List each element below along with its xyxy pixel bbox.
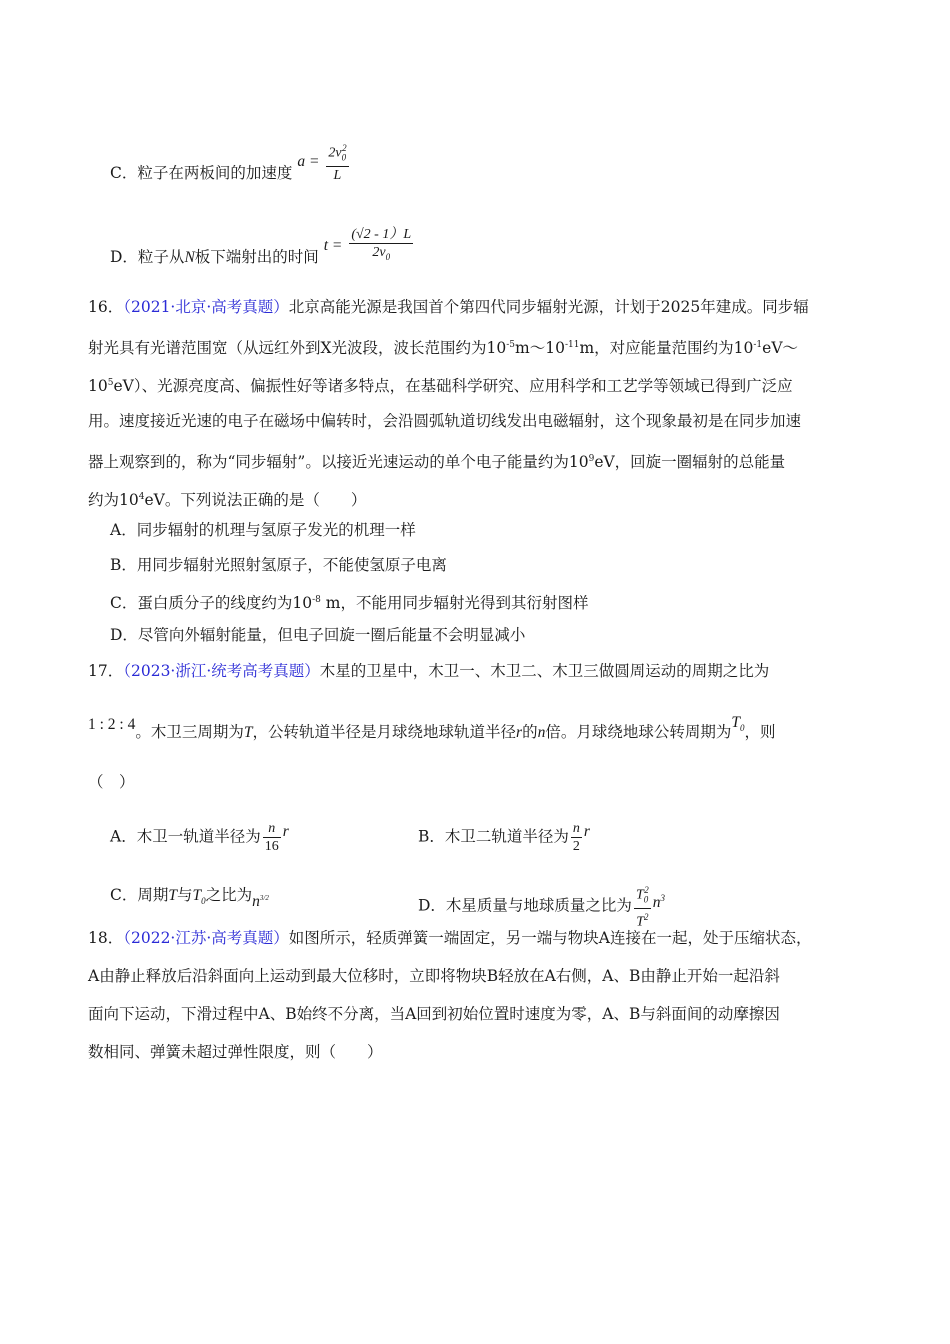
q18-line-4: 数相同、弹簧未超过弹性限度，则（ ） [88, 1043, 383, 1061]
q16-l2-sup2: -11 [564, 340, 580, 350]
q16-l6-b: eV。下列说法正确的是（ ） [144, 491, 367, 510]
q15-c-num-text: 2v [328, 145, 342, 161]
q16-line-2 [88, 335, 798, 358]
q16-line-4 [88, 411, 801, 431]
q17-optd-n: n [652, 893, 661, 911]
q17-line-1 [88, 661, 769, 681]
q17-optc-exp: 3/2 [259, 894, 269, 902]
q17-t: T [243, 724, 253, 741]
q18-line-1 [88, 928, 812, 948]
q17-optb-num: n [572, 821, 580, 836]
q16-optc-sup: -8 [312, 595, 321, 605]
q15-d-den-sub: 0 [385, 251, 391, 262]
q17-l1-text: 木星的卫星中，木卫一、木卫二、木卫三做圆周运动的周期之比为 [319, 662, 770, 680]
q15-option-d-text-1: D．粒子从 [110, 247, 185, 266]
q18-l1-text: 如图所示，轻质弹簧一端固定，另一端与物块A连接在一起，处于压缩状态， [288, 929, 812, 947]
q16-line-6 [88, 487, 366, 510]
q17-optd-den-t: T [636, 915, 644, 931]
q17-optd-n-power [653, 894, 665, 911]
q17-optd-n-sup: 3 [660, 892, 665, 903]
q16-l5-b: eV，回旋一圈辐射的总能量 [594, 453, 786, 472]
q17-ratio: 1 : 2 : 4 [88, 716, 136, 733]
q17-optd-num-sup: 2 [644, 885, 649, 895]
q17-optc-n: n [252, 893, 260, 911]
q16-number: 16． [88, 298, 124, 316]
q17-opta-r: r [282, 822, 289, 840]
q18-line-3: 面向下运动，下滑过程中A、B始终不分离，当A回到初始位置时速度为零，A、B与斜面间的动摩擦因 [88, 1005, 780, 1023]
q16-line-5 [88, 449, 785, 472]
q17-optb-den: 2 [572, 839, 580, 854]
q15-option-d-denominator [349, 244, 413, 266]
q18-source-tag: （2022·江苏·高考真题） [123, 929, 289, 947]
q17-l2-a: 。木卫三周期为 [135, 723, 244, 741]
q16-source-tag: （2021·北京·高考真题） [123, 298, 289, 316]
q17-optd-num-t: T [635, 887, 644, 903]
q15-option-d-fraction [349, 226, 413, 266]
q17-option-a [110, 820, 289, 855]
q16-l2-b: m～10 [515, 339, 565, 358]
q15-option-d [110, 227, 415, 278]
q17-optc-a: C．周期 [110, 886, 169, 905]
q17-optb-text: B．木卫二轨道半径为 [418, 827, 569, 846]
q17-optc-n-power [252, 893, 269, 910]
q17-optc-c: 之比为 [205, 886, 253, 905]
q17-l2-b: ，公转轨道半径是月球绕地球轨道半径 [252, 723, 517, 741]
q18-number: 18． [88, 929, 124, 947]
q17-optc-t0 [192, 887, 206, 907]
q17-option-b [418, 820, 590, 855]
q15-option-c-text: C．粒子在两板间的加速度 [110, 164, 293, 183]
q17-t0 [731, 714, 745, 734]
q16-l6-a: 约为10 [88, 491, 139, 510]
q17-line-3: （ ） [88, 773, 135, 791]
q16-l2-c: m，对应能量范围约为10 [579, 339, 754, 358]
q15-option-d-numerator: (√2 - 1）L [351, 227, 412, 242]
q16-l2-sup3: -1 [753, 340, 763, 350]
q15-c-num-sub: 0 [341, 152, 347, 163]
q15-option-d-text-2: 板下端射出的时间 [194, 247, 319, 266]
q17-n: n [537, 724, 546, 741]
q17-l2-d: 倍。月球绕地球公转周期为 [545, 723, 732, 741]
q16-l2-sup1: -5 [506, 340, 516, 350]
q16-line-1-text: 北京高能光源是我国首个第四代同步辐射光源，计划于2025年建成。同步辐 [288, 298, 809, 316]
q17-optc-t0-sub: 0 [201, 896, 206, 907]
q15-option-d-n: N [184, 248, 195, 266]
q17-optb-fraction [571, 820, 582, 855]
q17-opta-fraction [263, 820, 281, 855]
q17-t0-sub: 0 [739, 723, 745, 734]
q17-optd-text: D．木星质量与地球质量之比为 [418, 896, 632, 915]
q17-source-tag: （2023·浙江·统考高考真题） [123, 662, 320, 680]
q17-optb-r: r [583, 822, 590, 840]
q15-c-num-sup: 2 [342, 143, 347, 153]
q17-option-d [418, 882, 665, 931]
q15-option-c-fraction [326, 140, 348, 184]
q16-l5-sup: 9 [588, 454, 595, 464]
q17-l2-c: 的 [522, 723, 538, 741]
q17-t0-t: T [731, 714, 740, 731]
q17-optd-num-sub: 0 [643, 894, 649, 905]
q16-option-d: D．尽管向外辐射能量，但电子回旋一圈后能量不会明显减小 [110, 626, 526, 644]
q16-l3-sup: 5 [107, 378, 114, 388]
q16-line-1 [88, 297, 809, 317]
q17-option-c [110, 882, 269, 911]
q16-l5-a: 器上观察到的，称为“同步辐射”。以接近光速运动的单个电子能量约为10 [88, 453, 589, 472]
q17-opta-num: n [263, 820, 281, 838]
q16-option-a: A．同步辐射的机理与氢原子发光的机理一样 [110, 521, 416, 539]
q15-option-d-var: t = [323, 236, 343, 254]
q15-option-c [110, 143, 351, 196]
q16-optc-a: C．蛋白质分子的线度约为10 [110, 594, 313, 613]
q16-option-c [110, 590, 589, 613]
q17-optd-num [634, 882, 651, 909]
q16-option-b: B．用同步辐射光照射氢原子，不能使氢原子电离 [110, 556, 447, 574]
q17-optc-b: 与 [177, 886, 193, 905]
q16-l2-a: 射光具有光谱范围宽（从远红外到X光波段，波长范围约为10 [88, 339, 507, 358]
q15-option-c-denominator: L [333, 168, 342, 184]
q17-line-2 [88, 714, 776, 748]
q15-option-c-var: a = [297, 153, 320, 171]
q17-l2-e: ，则 [744, 723, 776, 741]
q17-opta-text: A．木卫一轨道半径为 [110, 827, 261, 846]
q17-optc-t0-t: T [192, 887, 202, 905]
q15-option-c-numerator [326, 140, 348, 167]
q16-line-3 [88, 373, 793, 396]
q16-l6-sup: 4 [138, 492, 145, 502]
q16-l2-d: eV～ [762, 339, 799, 358]
q16-l3-a: 10 [88, 377, 108, 396]
q16-optc-b: m，不能用同步辐射光得到其衍射图样 [320, 594, 589, 613]
q17-optd-den-sup: 2 [643, 912, 649, 923]
q18-line-2: A由静止释放后沿斜面向上运动到最大位移时，立即将物块B轻放在A右侧，A、B由静止开始一起沿斜 [88, 967, 780, 985]
q17-opta-den: 16 [264, 839, 279, 854]
q17-optd-fraction [634, 882, 651, 931]
q17-number: 17． [88, 662, 124, 680]
q17-r: r [516, 724, 523, 741]
q16-l3-b: eV）、光源亮度高、偏振性好等诸多特点，在基础科学研究、应用科学和工艺学等领域已得到广泛应 [113, 377, 793, 396]
q16-l4: 用。速度接近光速的电子在磁场中偏转时，会沿圆弧轨道切线发出电磁辐射，这个现象最初是在同步加速 [88, 412, 802, 430]
q17-optc-t: T [168, 887, 177, 905]
q15-d-den-text: 2v [372, 245, 386, 260]
